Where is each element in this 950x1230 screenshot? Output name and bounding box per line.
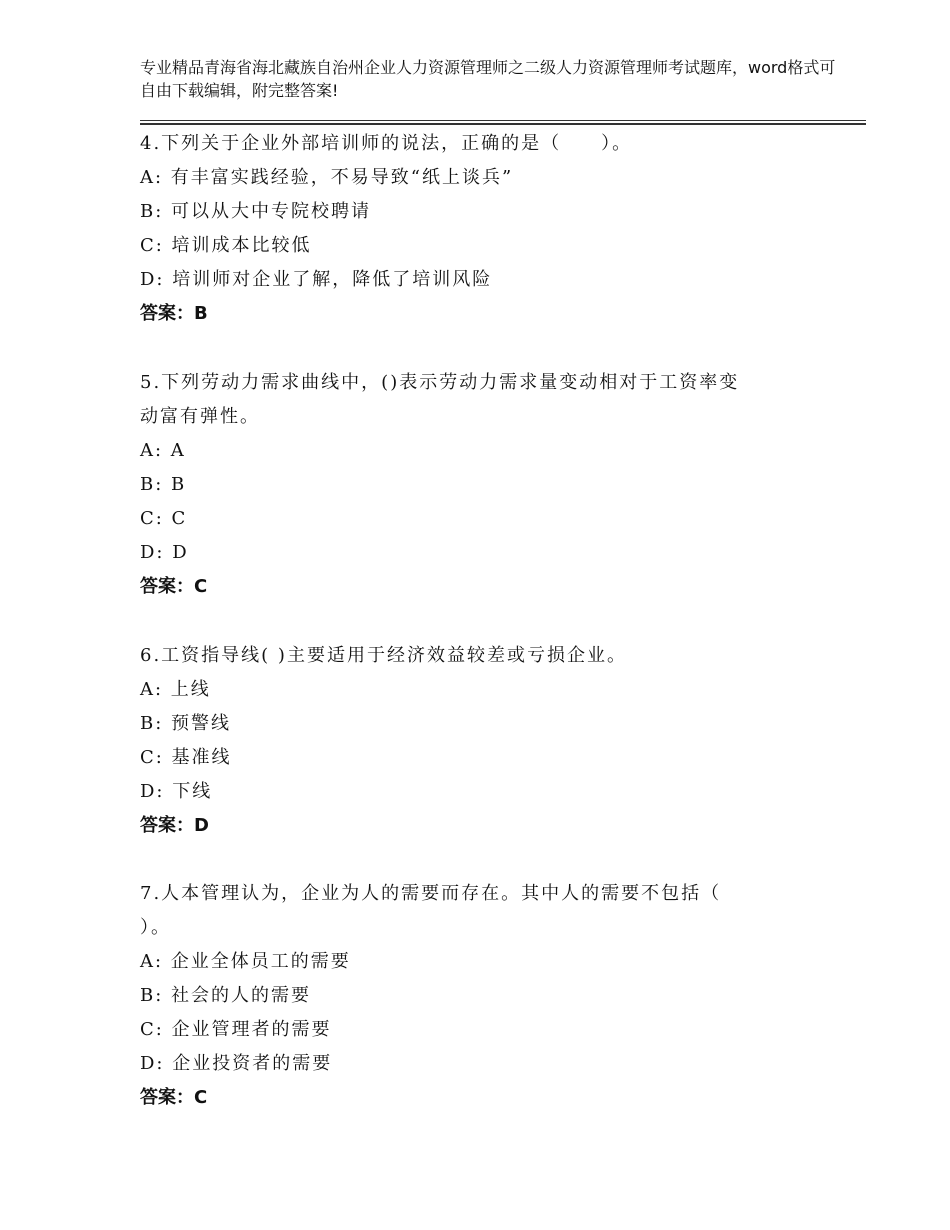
question-stem-line: ）。 (140, 917, 171, 938)
answer-label: 答案：B (140, 303, 208, 324)
answer-label: 答案：D (140, 815, 209, 836)
question-stem-line: 7.人本管理认为，企业为人的需要而存在。其中人的需要不包括（ (140, 883, 722, 904)
question-6 (140, 639, 840, 843)
option-b: B: 社会的人的需要 (140, 985, 312, 1006)
question-4 (140, 127, 840, 331)
question-7 (140, 877, 840, 1115)
option-a: A: 有丰富实践经验，不易导致“纸上谈兵” (140, 167, 514, 188)
question-stem-line: 6.工资指导线( )主要适用于经济效益较差或亏损企业。 (140, 645, 627, 666)
option-d: D: 培训师对企业了解，降低了培训风险 (140, 269, 493, 290)
answer-label: 答案：C (140, 576, 208, 597)
header-divider-thin (140, 120, 866, 121)
option-c: C: 基准线 (140, 747, 232, 768)
option-a: A: A (140, 440, 186, 461)
option-b: B: 预警线 (140, 713, 232, 734)
answer-label: 答案：C (140, 1087, 208, 1108)
option-c: C: 企业管理者的需要 (140, 1019, 332, 1040)
option-c: C: 培训成本比较低 (140, 235, 312, 256)
document-header: 专业精品青海省海北藏族自治州企业人力资源管理师之二级人力资源管理师考试题库，word格式可自由下载编辑，附完整答案! (140, 58, 836, 100)
option-a: A: 企业全体员工的需要 (140, 951, 351, 972)
option-d: D: D (140, 542, 189, 563)
question-stem-line: 动富有弹性。 (140, 406, 260, 427)
option-d: D: 下线 (140, 781, 213, 802)
question-stem-line: 4.下列关于企业外部培训师的说法，正确的是（ ）。 (140, 133, 633, 154)
option-c: C: C (140, 508, 188, 529)
option-b: B: 可以从大中专院校聘请 (140, 201, 372, 222)
option-a: A: 上线 (140, 679, 211, 700)
question-5 (140, 366, 840, 604)
header-divider-thick (140, 123, 866, 125)
option-b: B: B (140, 474, 187, 495)
question-stem-line: 5.下列劳动力需求曲线中，()表示劳动力需求量变动相对于工资率变 (140, 372, 740, 393)
option-d: D: 企业投资者的需要 (140, 1053, 333, 1074)
